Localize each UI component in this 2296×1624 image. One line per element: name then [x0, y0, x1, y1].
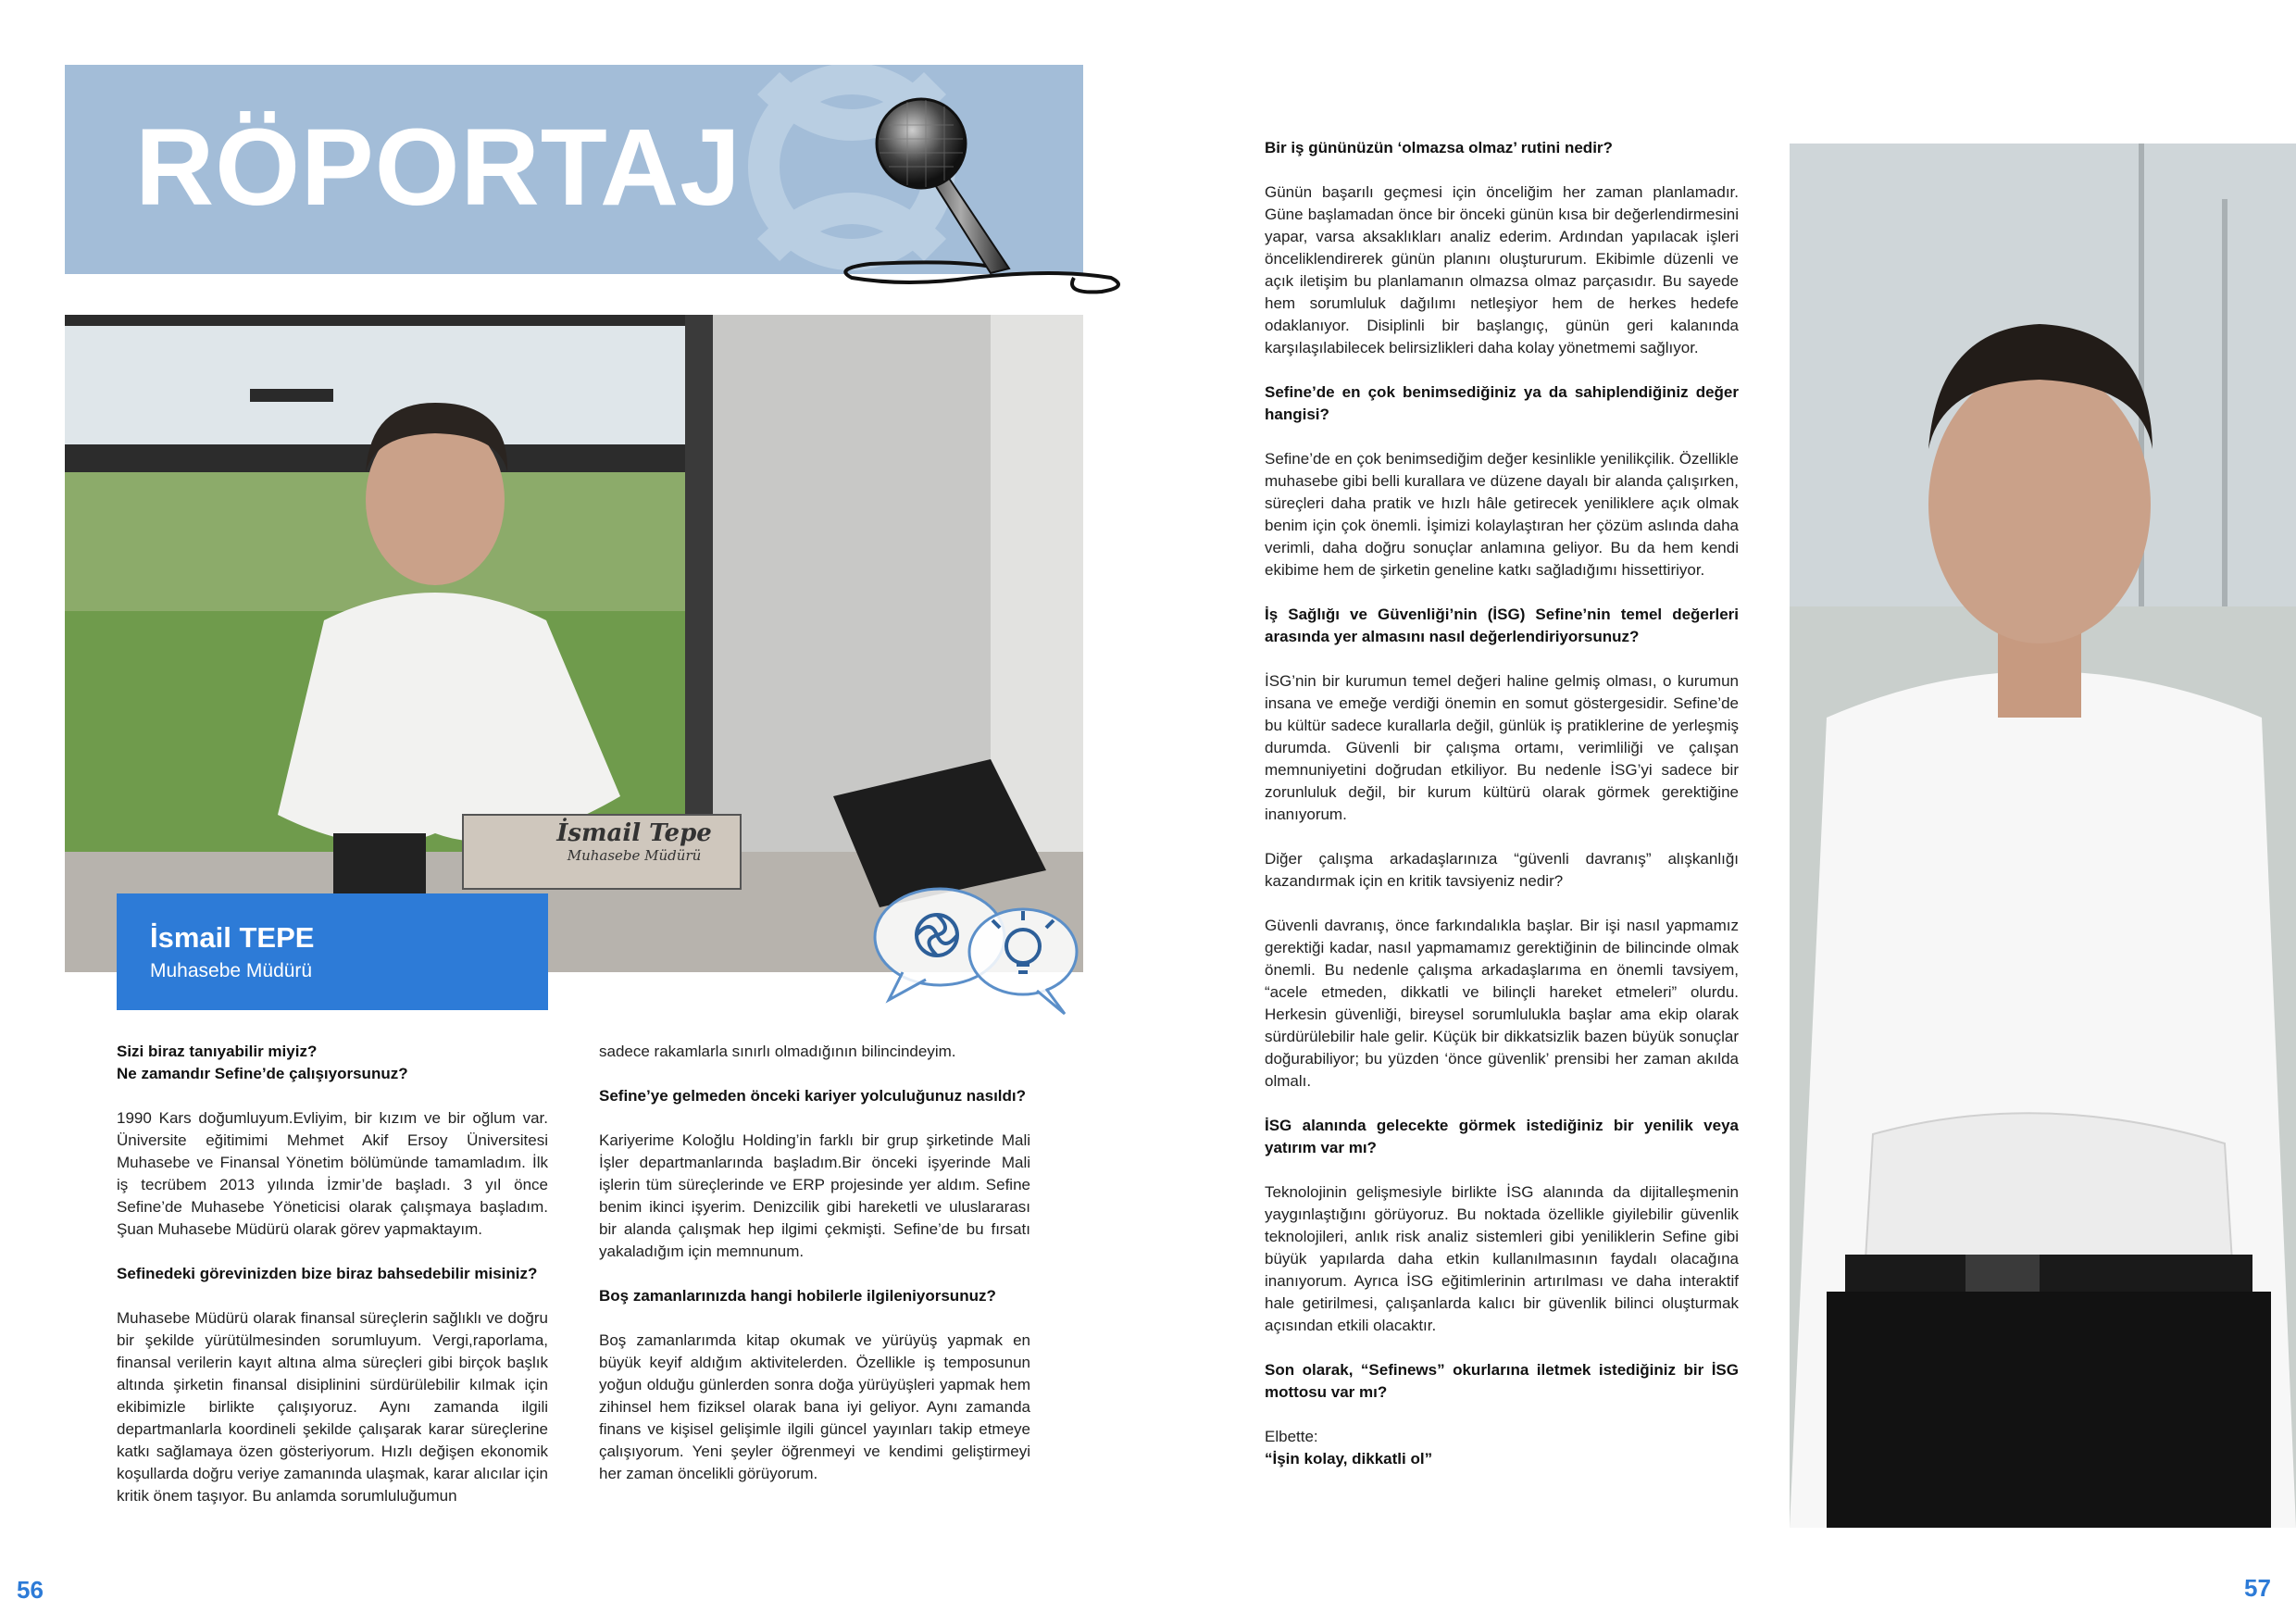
- speech-bubbles-icon: [870, 880, 1092, 1018]
- question: Sefine’ye gelmeden önceki kariyer yolculuğunuz nasıldı?: [599, 1087, 1027, 1105]
- answer: 1990 Kars doğumluyum.Evliyim, bir kızım ve bir oğlum var. Üniversite eğitimimi Mehmet Akif Ersoy Üniversitesi Muhasebe ve Finansal Yönetim bölümünde tamamladım. İlk iş tecrübem 2013 yılında İzmir’de başladı. 3 yıl önce Sefine’de Muhasebe Yöneticisi olarak çalışmaya başladım. Şuan Muhasebe Müdürü olarak görev yapmaktayım.: [117, 1109, 548, 1238]
- question-plain: Diğer çalışma arkadaşlarınıza “güvenli davranış” alışkanlığı kazandırmak için en kritik tavsiyeniz nedir?: [1265, 850, 1739, 890]
- question: Sizi biraz tanıyabilir miyiz?: [117, 1043, 318, 1060]
- text-column-3: [1265, 137, 1739, 1493]
- question: İş Sağlığı ve Güvenliği’nin (İSG) Sefine’nin temel değerleri arasında yer almasını nasıl değerlendiriyorsunuz?: [1265, 606, 1739, 645]
- text-column-2: [599, 1041, 1030, 1507]
- answer: Teknolojinin gelişmesiyle birlikte İSG alanında da dijitalleşmenin yaygınlaştığını görüyoruz. Bu noktada özellikle giyilebilir güvenlik teknolojileri, anlık risk analiz sistemleri gibi yeniliklerin Sefine gibi büyük yapılarda daha etkin kullanılmasının faydalı olacağına inanıyorum. Ayrıca İSG eğitimlerinin artırılması ve daha interaktif hale getirilmesi, çalışanlarda kalıcı bir güvenlik bilinci oluşturmak açısından etkili olacaktır.: [1265, 1183, 1739, 1334]
- answer: Muhasebe Müdürü olarak finansal süreçlerin sağlıklı ve doğru bir şekilde yürütülmesinden sorumluyum. Vergi,raporlama, finansal verilerin kayıt altına alma süreçleri gibi birçok başlık altında şirketin finansal disiplinini sürdürülebilir kılmak için ekibimizle birlikte çalışıyoruz. Aynı zamanda ilgili departmanlarla koordineli şekilde çalışarak karar süreçlerine katkı sağlamaya özen gösteriyorum. Hızlı değişen ekonomik koşullarda doğru veriye zamanında ulaşmak, karar alıcılar için kritik önem taşıyor. Bu anlamda sorumluluğumun: [117, 1309, 548, 1505]
- answer: Kariyerime Koloğlu Holding’in farklı bir grup şirketinde Mali İşler departmanlarında başladım.Bir önceki işyerinde Mali işlerin tüm süreçlerinde ve ERP projesinde yer aldım. Sefine benim ikinci işyerim. Denizcilik gibi hareketli ve uluslararası bir alanda çalışmak hep ilgimi çekmişti. Sefine’de bu fırsatı yakaladığım için memnunum.: [599, 1131, 1030, 1260]
- name-card: [117, 893, 548, 1010]
- page-number-left: 56: [17, 1576, 44, 1604]
- question: Son olarak, “Sefinews” okurlarına iletmek istediğiniz bir İSG mottosu var mı?: [1265, 1361, 1739, 1401]
- person-role: Muhasebe Müdürü: [150, 960, 313, 981]
- answer: Günün başarılı geçmesi için önceliğim her zaman planlamadır. Güne başlamadan önce bir önceki günün kısa bir değerlendirmesini yapar, varsa aksaklıkları analiz ederim. Ardından yapılacak işleri önceliklendirerek günün planını oluştururum. Ekibimle düzenli ve açık iletişim bu planlamanın olmazsa olmaz parçasıdır. Bu sayede hem sorumluluk dağılımı netleşiyor hem de herkes hedefe odaklanıyor. Disiplinli bir başlangıç, günün geri kalanında karşılaşılabilecek belirsizlikleri daha kolay yönetmemi sağlıyor.: [1265, 183, 1739, 356]
- question: Boş zamanlarınızda hangi hobilerle ilgileniyorsunuz?: [599, 1287, 996, 1305]
- text-column-1: [117, 1041, 548, 1530]
- question: İSG alanında gelecekte görmek istediğiniz bir yenilik veya yatırım var mı?: [1265, 1117, 1739, 1156]
- desk-nameplate-role: Muhasebe Müdürü: [567, 847, 702, 864]
- question: Ne zamandır Sefine’de çalışıyorsunuz?: [117, 1065, 408, 1082]
- standing-portrait-photo: [1790, 144, 2296, 1528]
- question: Bir iş gününüzün ‘olmazsa olmaz’ rutini nedir?: [1265, 139, 1613, 156]
- question: Sefine’de en çok benimsediğiniz ya da sahiplendiğiniz değer hangisi?: [1265, 383, 1739, 423]
- answer: sadece rakamlarla sınırlı olmadığının bilincindeyim.: [599, 1043, 956, 1060]
- answer: Boş zamanlarımda kitap okumak ve yürüyüş yapmak en büyük keyif aldığım aktivitelerden. Özellikle iş temposunun yoğun olduğu günlerden sonra doğa yürüyüşleri yapmak hem zihinsel hem fiziksel olarak bana iyi geliyor. Aynı zamanda finans ve kişisel gelişimle ilgili güncel yayınları takip etmeye çalışıyorum. Yeni şeyler öğrenmeyi ve kendimi geliştirmeyi her zaman öncelikli görüyorum.: [599, 1331, 1030, 1482]
- person-name: İsmail TEPE: [150, 921, 315, 954]
- page-title: RÖPORTAJ: [135, 106, 742, 229]
- answer: Güvenli davranış, önce farkındalıkla başlar. Bir işi nasıl yapmamız gerektiği kadar, nasıl yapmamamız gerektiğinin de bilincinde olmak önemli. Bu nedenle çalışma arkadaşlarıma en önemli tavsiyem, “acele etmeden, dikkatli ve bilinçli hareket etmeleri” olurdu. Herkesin güvenliği, bireysel sorumlulukla başlar ama ekip olarak sürdürülebilir hale gelir. Küçük bir dikkatsizlik bazen büyük sonuçlar doğurabiliyor; bu yüzden ‘önce güvenlik’ prensibi her zaman akılda olmalı.: [1265, 917, 1739, 1090]
- answer: İSG’nin bir kurumun temel değeri haline gelmiş olması, o kurumun insana ve emeğe verdiği önemin en somut göstergesidir. Sefine’de bu kültür sadece kurallarla değil, günlük iş pratiklerine de yerleşmiş durumda. Güvenli bir çalışma ortamı, verimliliği ve çalışan memnuniyetini doğrudan etkiliyor. Bu nedenle İSG’yi sadece bir zorunluluk değil, bir kurum kültürü olarak görmek gerektiğine inanıyorum.: [1265, 672, 1739, 823]
- page-number-right: 57: [2244, 1574, 2271, 1602]
- motto: “İşin kolay, dikkatli ol”: [1265, 1450, 1433, 1468]
- answer: Elbette:: [1265, 1428, 1318, 1445]
- desk-nameplate-name: İsmail Tepe: [556, 819, 712, 847]
- answer: Sefine’de en çok benimsediğim değer kesinlikle yenilikçilik. Özellikle muhasebe gibi belli kurallara ve düzene dayalı bir alanda çalışırken, süreçleri daha pratik ve hızlı hâle getirecek yeniliklere açık olmak benim için çok önemli. İşimizi kolaylaştıran her çözüm aslında daha verimli, daha doğru sonuçlar anlamına geliyor. Bu da hem kendi ekibime hem de şirketin geneline katkı sağladığımı hissettiriyor.: [1265, 450, 1739, 579]
- office-portrait-photo: [65, 315, 1083, 972]
- microphone-icon: [833, 93, 1129, 306]
- question: Sefinedeki görevinizden bize biraz bahsedebilir misiniz?: [117, 1265, 538, 1282]
